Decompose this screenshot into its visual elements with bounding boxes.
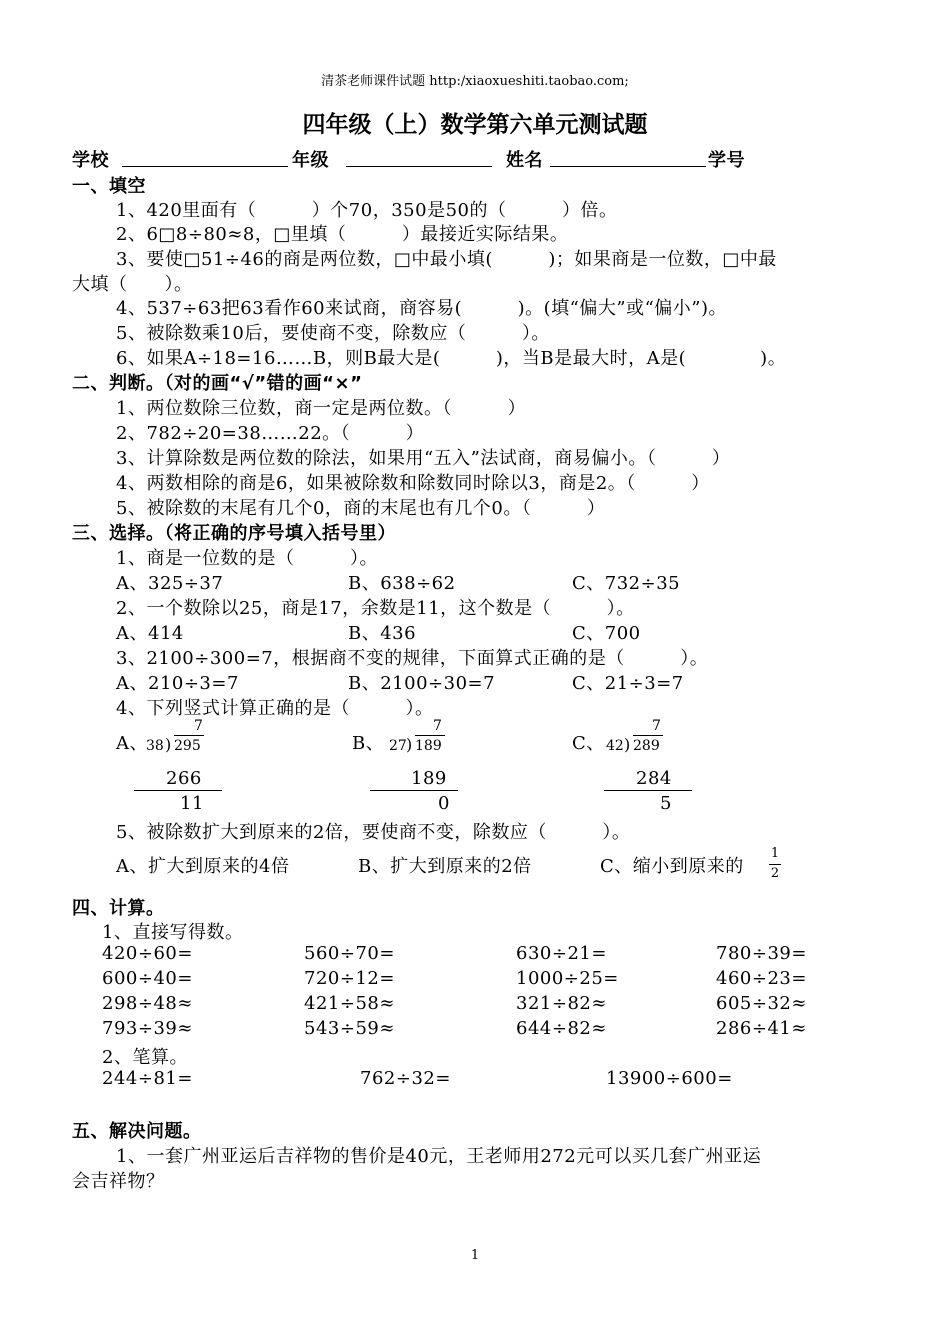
division-a-product: 266 [166, 768, 202, 789]
calc-item: 1000÷25= [516, 968, 619, 989]
division-bracket: ) [624, 735, 631, 754]
s4-sub1: 1、直接写得数。 [102, 922, 244, 943]
page-number: 1 [470, 1248, 480, 1263]
fraction-numerator: 1 [770, 846, 780, 861]
s1-q1: 1、420里面有（ ）个70，350是50的（ ）倍。 [116, 200, 618, 221]
calc-item: 421÷58≈ [304, 993, 395, 1014]
division-c-product: 284 [636, 768, 672, 789]
s2-q4: 4、两数相除的商是6，如果被除数和除数同时除以3，商是2。（ ） [116, 473, 710, 494]
fraction-bar [769, 864, 781, 865]
calc-item: 605÷32≈ [716, 993, 807, 1014]
calc-item: 420÷60= [102, 943, 193, 964]
calc-item: 793÷39≈ [102, 1018, 193, 1039]
section5-title: 五、解决问题。 [72, 1121, 202, 1142]
quotient: 7 [194, 718, 203, 734]
written-calc-item: 13900÷600= [606, 1068, 733, 1089]
s3-q1: 1、商是一位数的是（ ）。 [116, 548, 378, 569]
s3-q4-option-b-label: B、 [352, 733, 385, 754]
calc-item: 286÷41≈ [716, 1018, 807, 1039]
calc-item: 560÷70= [304, 943, 395, 964]
s2-q5: 5、被除数的末尾有几个0，商的末尾也有几个0。（ ） [116, 498, 606, 519]
division-c-remainder: 5 [660, 793, 672, 814]
info-school-label: 学校 [72, 150, 109, 171]
division-bar [415, 735, 445, 736]
s3-q1-option-a: A、325÷37 [116, 573, 224, 594]
division-a-remainder: 11 [180, 793, 204, 814]
s3-q4-option-c-label: C、 [572, 733, 605, 754]
fraction-denominator: 2 [770, 866, 780, 881]
s3-q3-option-c: C、21÷3=7 [572, 673, 684, 694]
s1-q3b: 大填（ ）。 [72, 274, 193, 295]
calc-item: 780÷39= [716, 943, 807, 964]
section3-title: 三、选择。（将正确的序号填入括号里） [72, 523, 396, 544]
s3-q5-option-a: A、扩大到原来的4倍 [116, 856, 290, 877]
s3-q2-option-a: A、414 [116, 623, 184, 644]
s1-q5: 5、被除数乘10后，要使商不变，除数应（ ）。 [116, 323, 550, 344]
school-blank[interactable] [122, 166, 288, 167]
info-name-label: 姓名 [506, 150, 543, 171]
s3-q2: 2、一个数除以25，商是17，余数是11，这个数是（ ）。 [116, 598, 635, 619]
s3-q1-option-c: C、732÷35 [572, 573, 681, 594]
calc-item: 321÷82≈ [516, 993, 607, 1014]
s3-q5: 5、被除数扩大到原来的2倍，要使商不变，除数应（ ）。 [116, 822, 631, 843]
page-header: 清茶老师课件试题 http:/xiaoxueshiti.taobao.com; [321, 74, 629, 89]
info-grade-label: 年级 [292, 150, 329, 171]
s3-q2-option-b: B、436 [348, 623, 417, 644]
section1-title: 一、填空 [72, 176, 146, 197]
s5-q1a: 1、一套广州亚运后吉祥物的售价是40元，王老师用272元可以买几套广州亚运 [116, 1146, 762, 1167]
page-title: 四年级（上）数学第六单元测试题 [302, 112, 648, 138]
divisor: 38 [146, 738, 164, 754]
grade-blank[interactable] [346, 166, 492, 167]
calc-item: 600÷40= [102, 968, 193, 989]
s3-q2-option-c: C、700 [572, 623, 641, 644]
s3-q5-option-c: C、缩小到原来的 [600, 856, 744, 877]
s1-q2: 2、6□8÷80≈8，□里填（ ）最接近实际结果。 [116, 224, 569, 245]
s3-q3-option-b: B、2100÷30=7 [348, 673, 496, 694]
dividend: 289 [633, 738, 660, 754]
section4-title: 四、计算。 [72, 898, 165, 919]
calc-item: 720÷12= [304, 968, 395, 989]
section2-title: 二、判断。（对的画“√”错的画“×” [72, 373, 363, 394]
s3-q4-option-a-label: A、 [116, 733, 148, 754]
dividend: 295 [174, 738, 201, 754]
division-bracket: ) [406, 735, 413, 754]
division-b-product: 189 [411, 768, 447, 789]
s5-q1b: 会吉祥物？ [72, 1171, 165, 1192]
division-bar [633, 735, 663, 736]
s3-q1-option-b: B、638÷62 [348, 573, 456, 594]
info-number-label: 学号 [708, 150, 745, 171]
written-calc-item: 244÷81= [102, 1068, 193, 1089]
divisor: 27 [389, 738, 407, 754]
division-bracket: ) [165, 735, 172, 754]
s1-q3a: 3、要使□51÷46的商是两位数，□中最小填( )；如果商是一位数，□中最 [116, 249, 777, 270]
calc-item: 543÷59≈ [304, 1018, 395, 1039]
s2-q2: 2、782÷20=38……22。（ ） [116, 423, 425, 444]
s4-sub2: 2、笔算。 [102, 1047, 188, 1068]
written-calc-item: 762÷32= [360, 1068, 451, 1089]
calc-item: 644÷82≈ [516, 1018, 607, 1039]
division-b-rule [370, 790, 458, 791]
s3-q3: 3、2100÷300=7，根据商不变的规律，下面算式正确的是（ ）。 [116, 648, 709, 669]
calc-item: 298÷48≈ [102, 993, 193, 1014]
calc-item: 460÷23= [716, 968, 807, 989]
s2-q3: 3、计算除数是两位数的除法，如果用“五入”法试商，商易偏小。（ ） [116, 448, 731, 469]
dividend: 189 [415, 738, 442, 754]
division-b-remainder: 0 [438, 793, 450, 814]
s3-q5-option-b: B、扩大到原来的2倍 [358, 856, 532, 877]
calc-item: 630÷21= [516, 943, 607, 964]
quotient: 7 [652, 718, 661, 734]
division-c-rule [604, 790, 692, 791]
s2-q1: 1、两位数除三位数，商一定是两位数。（ ） [116, 398, 526, 419]
division-a-rule [134, 790, 222, 791]
name-blank[interactable] [550, 166, 706, 167]
s1-q4: 4、537÷63把63看作60来试商，商容易( )。(填“偏大”或“偏小”)。 [116, 298, 727, 319]
divisor: 42 [606, 738, 624, 754]
s3-q4: 4、下列竖式计算正确的是（ ）。 [116, 698, 434, 719]
long-division-a [146, 718, 266, 818]
s1-q6: 6、如果A÷18=16……B，则B最大是( )，当B是最大时，A是( )。 [116, 348, 787, 369]
s3-q3-option-a: A、210÷3=7 [116, 673, 239, 694]
division-bar [174, 735, 204, 736]
quotient: 7 [433, 718, 442, 734]
